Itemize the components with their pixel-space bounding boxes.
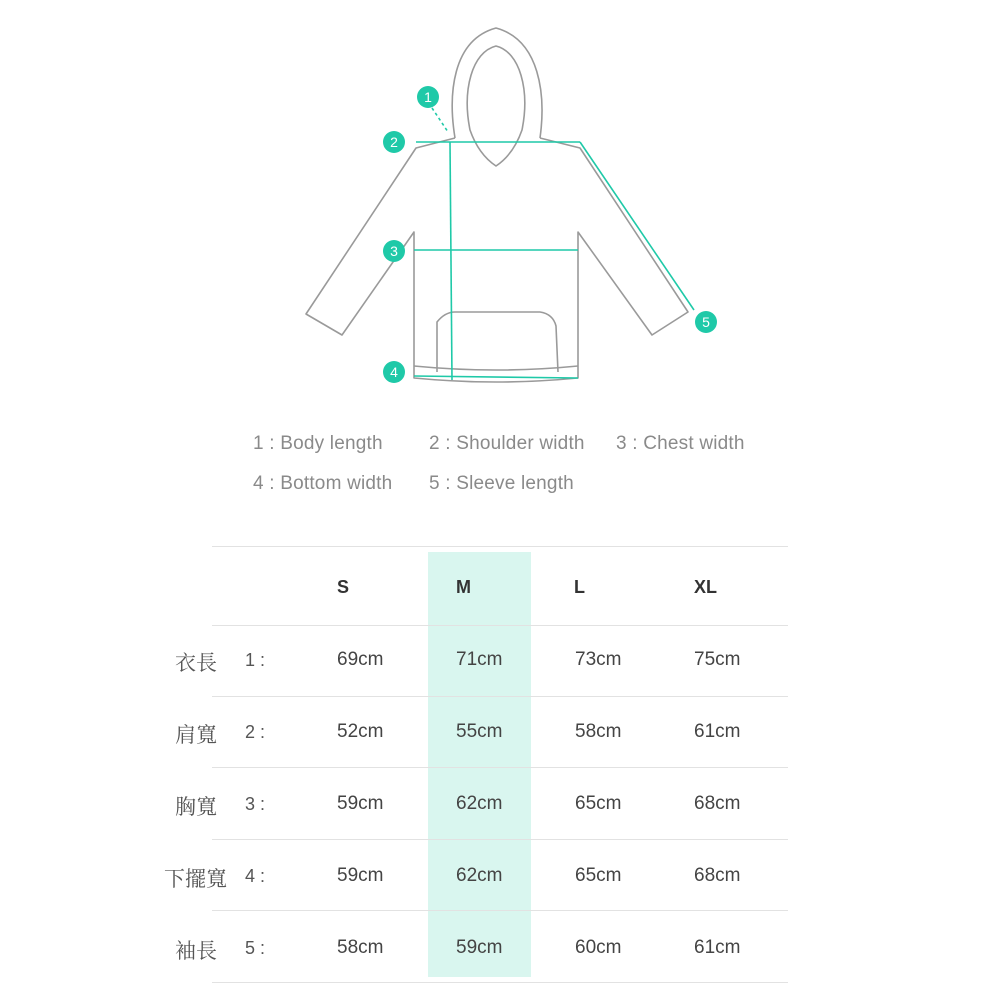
legend-body-length: 1 : Body length [253,433,383,454]
row-label-jp: 胸寬 [175,795,217,819]
table-cell: 55cm [456,721,503,742]
header-size-m: M [456,577,471,597]
table-cell: 62cm [456,793,503,814]
svg-text:4: 4 [390,364,398,380]
table-cell: 68cm [694,793,741,814]
table-cell: 59cm [337,865,384,886]
table-cell: 61cm [694,721,741,742]
row-divider [212,839,788,840]
row-index: 3 : [245,794,266,814]
row-label-jp: 下擺寬 [164,867,227,891]
row-divider [212,767,788,768]
row-divider [212,696,788,697]
highlight-column-m [428,552,531,977]
table-cell: 60cm [575,937,622,958]
table-cell: 61cm [694,937,741,958]
row-divider [212,625,788,626]
table-cell: 59cm [337,793,384,814]
legend-sleeve-length: 5 : Sleeve length [429,473,574,494]
row-index: 5 : [245,938,266,958]
legend-bottom-width: 4 : Bottom width [253,473,393,494]
header-size-xl: XL [694,577,718,597]
row-divider [212,546,788,547]
table-cell: 68cm [694,865,741,886]
row-label-jp: 衣長 [175,651,217,675]
table-cell: 58cm [575,721,622,742]
header-size-s: S [337,577,350,597]
table-cell: 69cm [337,649,384,670]
table-cell: 52cm [337,721,384,742]
row-index: 1 : [245,650,266,670]
table-cell: 73cm [575,649,622,670]
row-label-jp: 肩寬 [175,723,217,747]
table-cell: 65cm [575,793,622,814]
table-cell: 59cm [456,937,503,958]
row-divider [212,982,788,983]
svg-text:5: 5 [702,314,710,330]
row-index: 4 : [245,866,266,886]
table-cell: 71cm [456,649,503,670]
legend-shoulder-width: 2 : Shoulder width [429,433,585,454]
legend-chest-width: 3 : Chest width [616,433,745,454]
svg-text:1: 1 [424,89,432,105]
row-index: 2 : [245,722,266,742]
table-cell: 65cm [575,865,622,886]
row-label-jp: 袖長 [175,939,217,963]
table-cell: 75cm [694,649,741,670]
svg-text:2: 2 [390,134,398,150]
table-cell: 62cm [456,865,503,886]
header-size-l: L [574,577,585,597]
row-divider [212,910,788,911]
svg-text:3: 3 [390,243,398,259]
table-cell: 58cm [337,937,384,958]
